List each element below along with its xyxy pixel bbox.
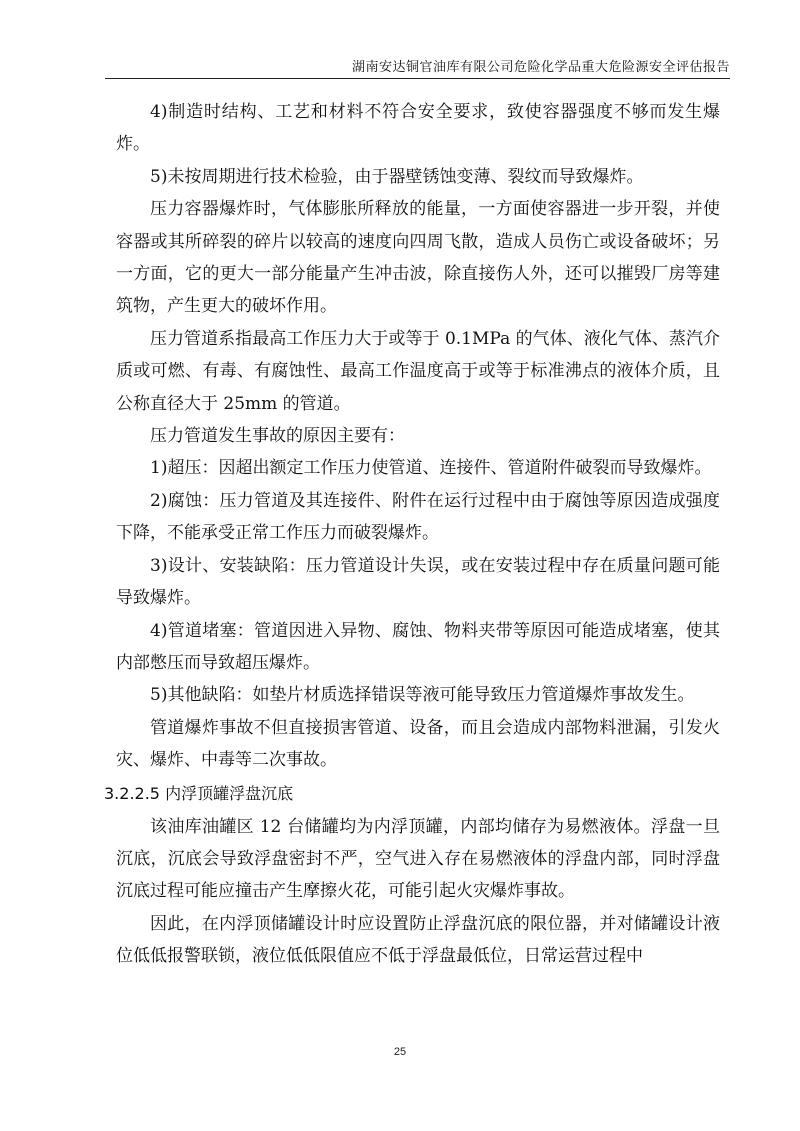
section-heading: 3.2.2.5 内浮顶罐浮盘沉底 [104,783,294,803]
document-body [104,96,720,973]
page-header [105,44,730,79]
paragraph: 4)管道堵塞：管道因进入异物、腐蚀、物料夹带等原因可能造成堵塞，使其内部憋压而导致超压爆炸。 [116,620,720,673]
paragraph: 压力管道发生事故的原因主要有： [150,426,405,447]
header-title: 湖南安达铜官油库有限公司危险化学品重大危险源安全评估报告 [351,60,730,75]
paragraph: 4)制造时结构、工艺和材料不符合安全要求，致使容器强度不够而发生爆炸。 [116,102,720,155]
paragraph: 压力容器爆炸时，气体膨胀所释放的能量，一方面使容器进一步开裂，并使容器或其所碎裂的碎片以较高的速度向四周飞散，造成人员伤亡或设备破坏；另一方面，它的更大一部分能量产生冲击波，除直接伤人外，还可以摧毁厂房等建筑物，产生更大的破坏作用。 [116,199,720,317]
paragraph: 5)未按周期进行技术检验，由于器壁锈蚀变薄、裂纹而导致爆炸。 [150,166,644,187]
page-number: 25 [393,1046,407,1058]
paragraph: 3)设计、安装缺陷：压力管道设计失误，或在安装过程中存在质量问题可能导致爆炸。 [116,555,720,609]
paragraph: 该油库油罐区 12 台储罐均为内浮顶罐，内部均储存为易燃液体。浮盘一旦沉底，沉底会导致浮盘密封不严，空气进入存在易燃液体的浮盘内部，同时浮盘沉底过程可能应撞击产生摩擦火花，可能引起火灾爆炸事故。 [116,816,720,902]
paragraph: 2)腐蚀：压力管道及其连接件、附件在运行过程中由于腐蚀等原因造成强度下降，不能承受正常工作压力而破裂爆炸。 [116,490,720,544]
paragraph: 管道爆炸事故不但直接损害管道、设备，而且会造成内部物料泄漏，引发火灾、爆炸、中毒等二次事故。 [116,717,720,771]
paragraph: 压力管道系指最高工作压力大于或等于 0.1MPa 的气体、液化气体、蒸汽介质或可燃、有毒、有腐蚀性、最高工作温度高于或等于标准沸点的液体介质，且公称直径大于 25mm 的管道。 [116,328,720,414]
paragraph: 因此，在内浮顶储罐设计时应设置防止浮盘沉底的限位器，并对储罐设计液位低低报警联锁，液位低低限值应不低于浮盘最低位，日常运营过程中 [116,913,720,967]
paragraph: 1)超压：因超出额定工作压力使管道、连接件、管道附件破裂而导致爆炸。 [150,458,712,479]
paragraph: 5)其他缺陷：如垫片材质选择错误等液可能导致压力管道爆炸事故发生。 [150,685,695,706]
